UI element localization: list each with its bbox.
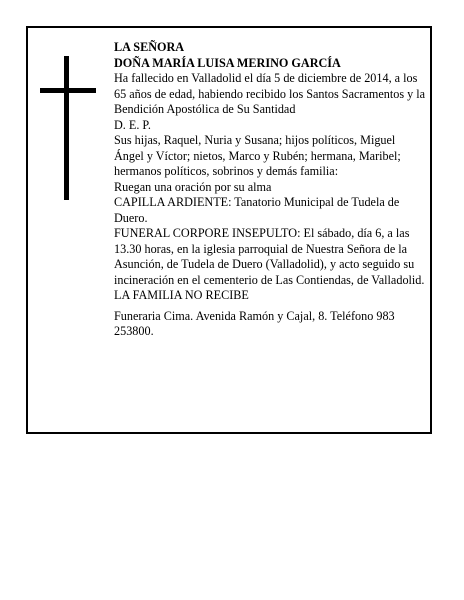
cross-vertical-bar	[64, 56, 69, 200]
family-list: Sus hijas, Raquel, Nuria y Susana; hijos políticos, Miguel Ángel y Víctor; nietos, Marco y Rubén; hermana, Maribel; hermanos políticos, sobrinos y demás familia:	[114, 133, 401, 178]
cross-horizontal-bar	[40, 88, 96, 93]
cross-icon	[40, 56, 96, 200]
prayer-request: Ruegan una oración por su alma	[114, 179, 272, 194]
no-receive-line: LA FAMILIA NO RECIBE	[114, 288, 249, 302]
notice-title-line1: LA SEÑORA	[114, 40, 185, 54]
funeral-home-info: Funeraria Cima. Avenida Ramón y Cajal, 8. Teléfono 983 253800.	[114, 308, 395, 338]
chapel-info: CAPILLA ARDIENTE: Tanatorio Municipal de Tudela de Duero.	[114, 195, 400, 225]
deceased-name: DOÑA MARÍA LUISA MERINO GARCÍA	[114, 55, 341, 70]
obituary-notice	[26, 26, 432, 434]
notice-body	[114, 40, 426, 340]
dep-line: D. E. P.	[114, 117, 151, 132]
funeral-info: FUNERAL CORPORE INSEPULTO: El sábado, día 6, a las 13.30 horas, en la iglesia parroquial de Nuestra Señora de la Asunción, de Tudela de Duero (Valladolid), y acto seguido su incineración en el cementerio de Las Contiendas, de Valladolid.	[114, 226, 425, 287]
death-announcement: Ha fallecido en Valladolid el día 5 de diciembre de 2014, a los 65 años de edad, habiendo recibido los Santos Sacramentos y la Bendición Apostólica de Su Santidad	[114, 71, 426, 116]
